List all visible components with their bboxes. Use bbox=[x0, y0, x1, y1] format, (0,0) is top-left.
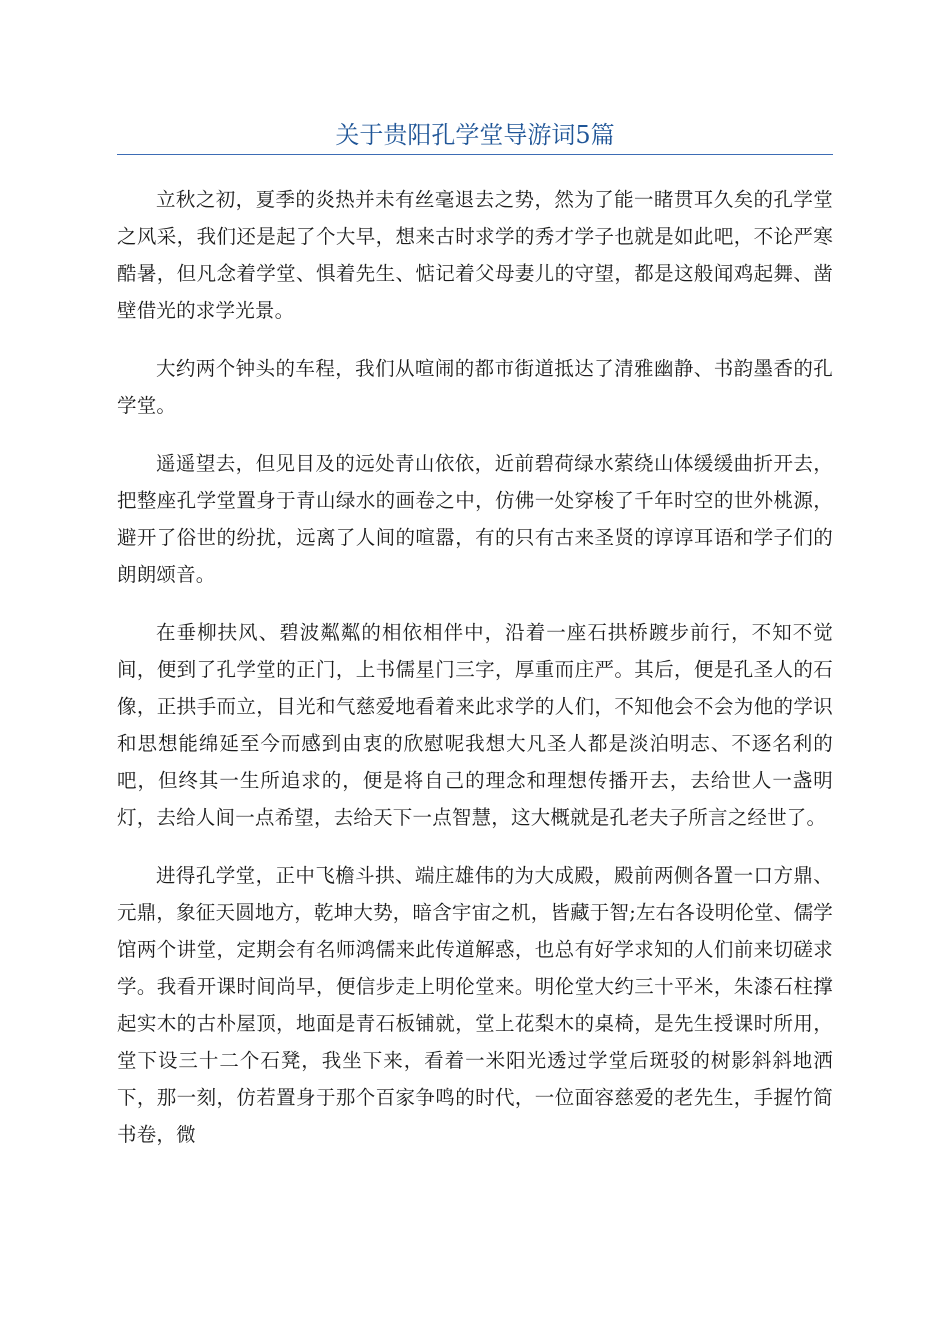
paragraph-2: 大约两个钟头的车程，我们从喧闹的都市街道抵达了清雅幽静、书韵墨香的孔学堂。 bbox=[117, 357, 833, 417]
paragraph-1: 立秋之初，夏季的炎热并未有丝毫退去之势，然为了能一睹贯耳久矣的孔学堂之风采，我们还是起了个大早，想来古时求学的秀才学子也就是如此吧，不论严寒酷暑，但凡念着学堂、惧着先生、惦记着父母妻儿的守望，都是这般闻鸡起舞、凿壁借光的求学光景。 bbox=[117, 188, 833, 322]
paragraph-5: 进得孔学堂，正中飞檐斗拱、端庄雄伟的为大成殿，殿前两侧各置一口方鼎、元鼎，象征天圆地方，乾坤大势，暗含宇宙之机，皆藏于智;左右各设明伦堂、儒学馆两个讲堂，定期会有名师鸿儒来此传道解惑，也总有好学求知的人们前来切磋求学。我看开课时间尚早，便信步走上明伦堂来。明伦堂大约三十平米，朱漆石柱撑起实木的古朴屋顶，地面是青石板铺就，堂上花梨木的桌椅，是先生授课时所用，堂下设三十二个石凳，我坐下来，看着一米阳光透过学堂后斑驳的树影斜斜地洒下，那一刻，仿若置身于那个百家争鸣的时代，一位面容慈爱的老先生，手握竹简书卷，微 bbox=[117, 864, 833, 1146]
title-underline bbox=[117, 154, 833, 155]
paragraph-3: 遥遥望去，但见目及的远处青山依依，近前碧荷绿水萦绕山体缓缓曲折开去，把整座孔学堂置身于青山绿水的画卷之中，仿佛一处穿梭了千年时空的世外桃源，避开了俗世的纷扰，远离了人间的喧嚣，有的只有古来圣贤的谆谆耳语和学子们的朗朗颂音。 bbox=[117, 452, 833, 586]
paragraph-4: 在垂柳扶风、碧波粼粼的相依相伴中，沿着一座石拱桥踱步前行，不知不觉间，便到了孔学堂的正门，上书儒星门三字，厚重而庄严。其后，便是孔圣人的石像，正拱手而立，目光和气慈爱地看着来此求学的人们，不知他会不会为他的学识和思想能绵延至今而感到由衷的欣慰呢我想大凡圣人都是淡泊明志、不逐名利的吧，但终其一生所追求的，便是将自己的理念和理想传播开去，去给世人一盏明灯，去给人间一点希望，去给天下一点智慧，这大概就是孔老夫子所言之经世了。 bbox=[117, 621, 833, 829]
document-title: 关于贵阳孔学堂导游词5篇 bbox=[335, 121, 615, 149]
